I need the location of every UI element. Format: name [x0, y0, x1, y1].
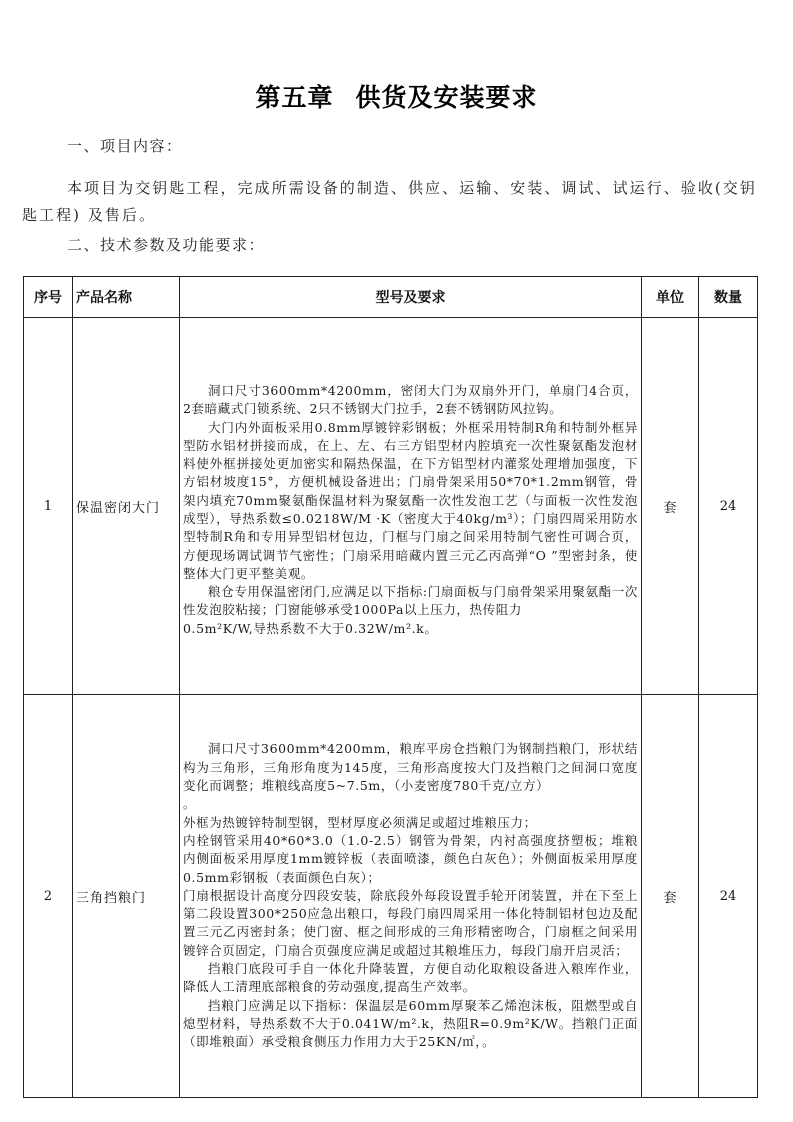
spec-paragraph: 挡粮门应满足以下指标：保温层是60mm厚聚苯乙烯泡沫板，阻燃型或自熄型材料，导热系数不大于0.041W/m².k，热阻R=0.9m²K/W。挡粮门正面（即堆粮面）承受粮食侧压力作用力大于25KN/㎡，。	[183, 997, 638, 1050]
spec-paragraph: 门扇根据设计高度分四段安装，除底段外每段设置手轮开闭装置，并在下至上第二段设置300*250应急出粮口，每段门扇四周采用一体化特制铝材包边及配置三元乙丙密封条；使门窗、框之间形成的三角形精密吻合，门扇框之间采用镀锌合页固定，门扇合页强度应满足或超过其粮堆压力，每段门扇开启灵活；	[183, 887, 638, 958]
row-spec	[180, 695, 642, 1098]
row-product-name: 保温密闭大门	[73, 318, 180, 695]
spec-table	[23, 276, 758, 1098]
row-qty: 24	[699, 318, 758, 695]
spec-paragraph: 0.5m²K/W,导热系数不大于0.32W/m².k。	[183, 620, 438, 636]
table-row	[24, 318, 758, 695]
spec-paragraph: 内栓钢管采用40*60*3.0（1.0-2.5）钢管为骨架，内衬高强度挤塑板；堆粮内侧面板采用厚度1mm镀锌板（表面喷漆，颜色白灰色）；外侧面板采用厚度0.5mm彩钢板（表面颜色白灰）；	[183, 832, 638, 885]
spec-paragraph: 大门内外面板采用0.8mm厚镀锌彩钢板；外框采用特制R角和特制外框异型防水铝材拼接而成，在上、左、右三方铝型材内腔填充一次性聚氨酯发泡材料使外框拼接处更加密实和隔热保温，在下方铝型材内灌浆处理增加强度，下方铝材坡度15°，方便机械设备进出；门扇骨架采用50*70*1.2mm钢管，骨架内填充70mm聚氨酯保温材料为聚氨酯一次性发泡工艺（与面板一次性发泡成型），导热系数≤0.0218W/M ·K（密度大于40kg/m³）；门扇四周采用防水型特制R角和专用异型铝材包边，门框与门扇之间采用特制气密性可调合页，方便现场调试调节气密性；门扇采用暗藏内置三元乙丙高弹“O ”型密封条，使整体大门更平整美观。	[183, 419, 638, 581]
row-qty: 24	[699, 695, 758, 1098]
section-heading-tech-params: 二、技术参数及功能要求：	[67, 236, 266, 254]
chapter-number: 第五章	[255, 83, 334, 112]
spec-paragraph: 挡粮门底段可手自一体化升降装置，方便自动化取粮设备进入粮库作业，降低人工清理底部粮食的劳动强度,提高生产效率。	[183, 961, 638, 995]
header-product-name: 产品名称	[73, 277, 180, 318]
row-product-name: 三角挡粮门	[73, 695, 180, 1098]
spec-paragraph: 外框为热镀锌特制型钢，型材厚度必须满足或超过堆粮压力；	[183, 814, 537, 830]
table-header-row	[24, 277, 758, 318]
spec-paragraph: 。	[183, 796, 197, 812]
table-row	[24, 695, 758, 1098]
section-heading-project-content: 一、项目内容：	[67, 137, 183, 155]
row-unit: 套	[642, 695, 699, 1098]
row-unit: 套	[642, 318, 699, 695]
spec-paragraph: 洞口尺寸3600mm*4200mm，密闭大门为双扇外开门，单扇门4合页，2套暗藏式门锁系统、2只不锈钢大门拉手，2套不锈钢防风拉钩。	[183, 382, 638, 417]
page-title	[0, 78, 793, 114]
spec-paragraph: 粮仓专用保温密闭门,应满足以下指标:门扇面板与门扇骨架采用聚氨酯一次性发泡胶粘接；门窗能够承受1000Pa以上压力，热传阻力	[183, 584, 638, 618]
header-spec: 型号及要求	[180, 277, 642, 318]
chapter-name: 供货及安装要求	[355, 83, 538, 112]
header-qty: 数量	[699, 277, 758, 318]
section-body-project-content: 本项目为交钥匙工程，完成所需设备的制造、供应、运输、安装、调试、试运行、验收(交钥匙工程) 及售后。	[22, 179, 757, 224]
row-spec	[180, 318, 642, 695]
spec-paragraph: 洞口尺寸3600mm*4200mm，粮库平房仓挡粮门为钢制挡粮门，形状结构为三角形，三角形角度为145度，三角形高度按大门及挡粮门之间洞口宽度变化而调整；堆粮线高度5~7.5m，（小麦密度780千克/立方）	[183, 741, 638, 794]
row-no: 1	[24, 318, 73, 695]
header-unit: 单位	[642, 277, 699, 318]
row-no: 2	[24, 695, 73, 1098]
header-no: 序号	[24, 277, 73, 318]
